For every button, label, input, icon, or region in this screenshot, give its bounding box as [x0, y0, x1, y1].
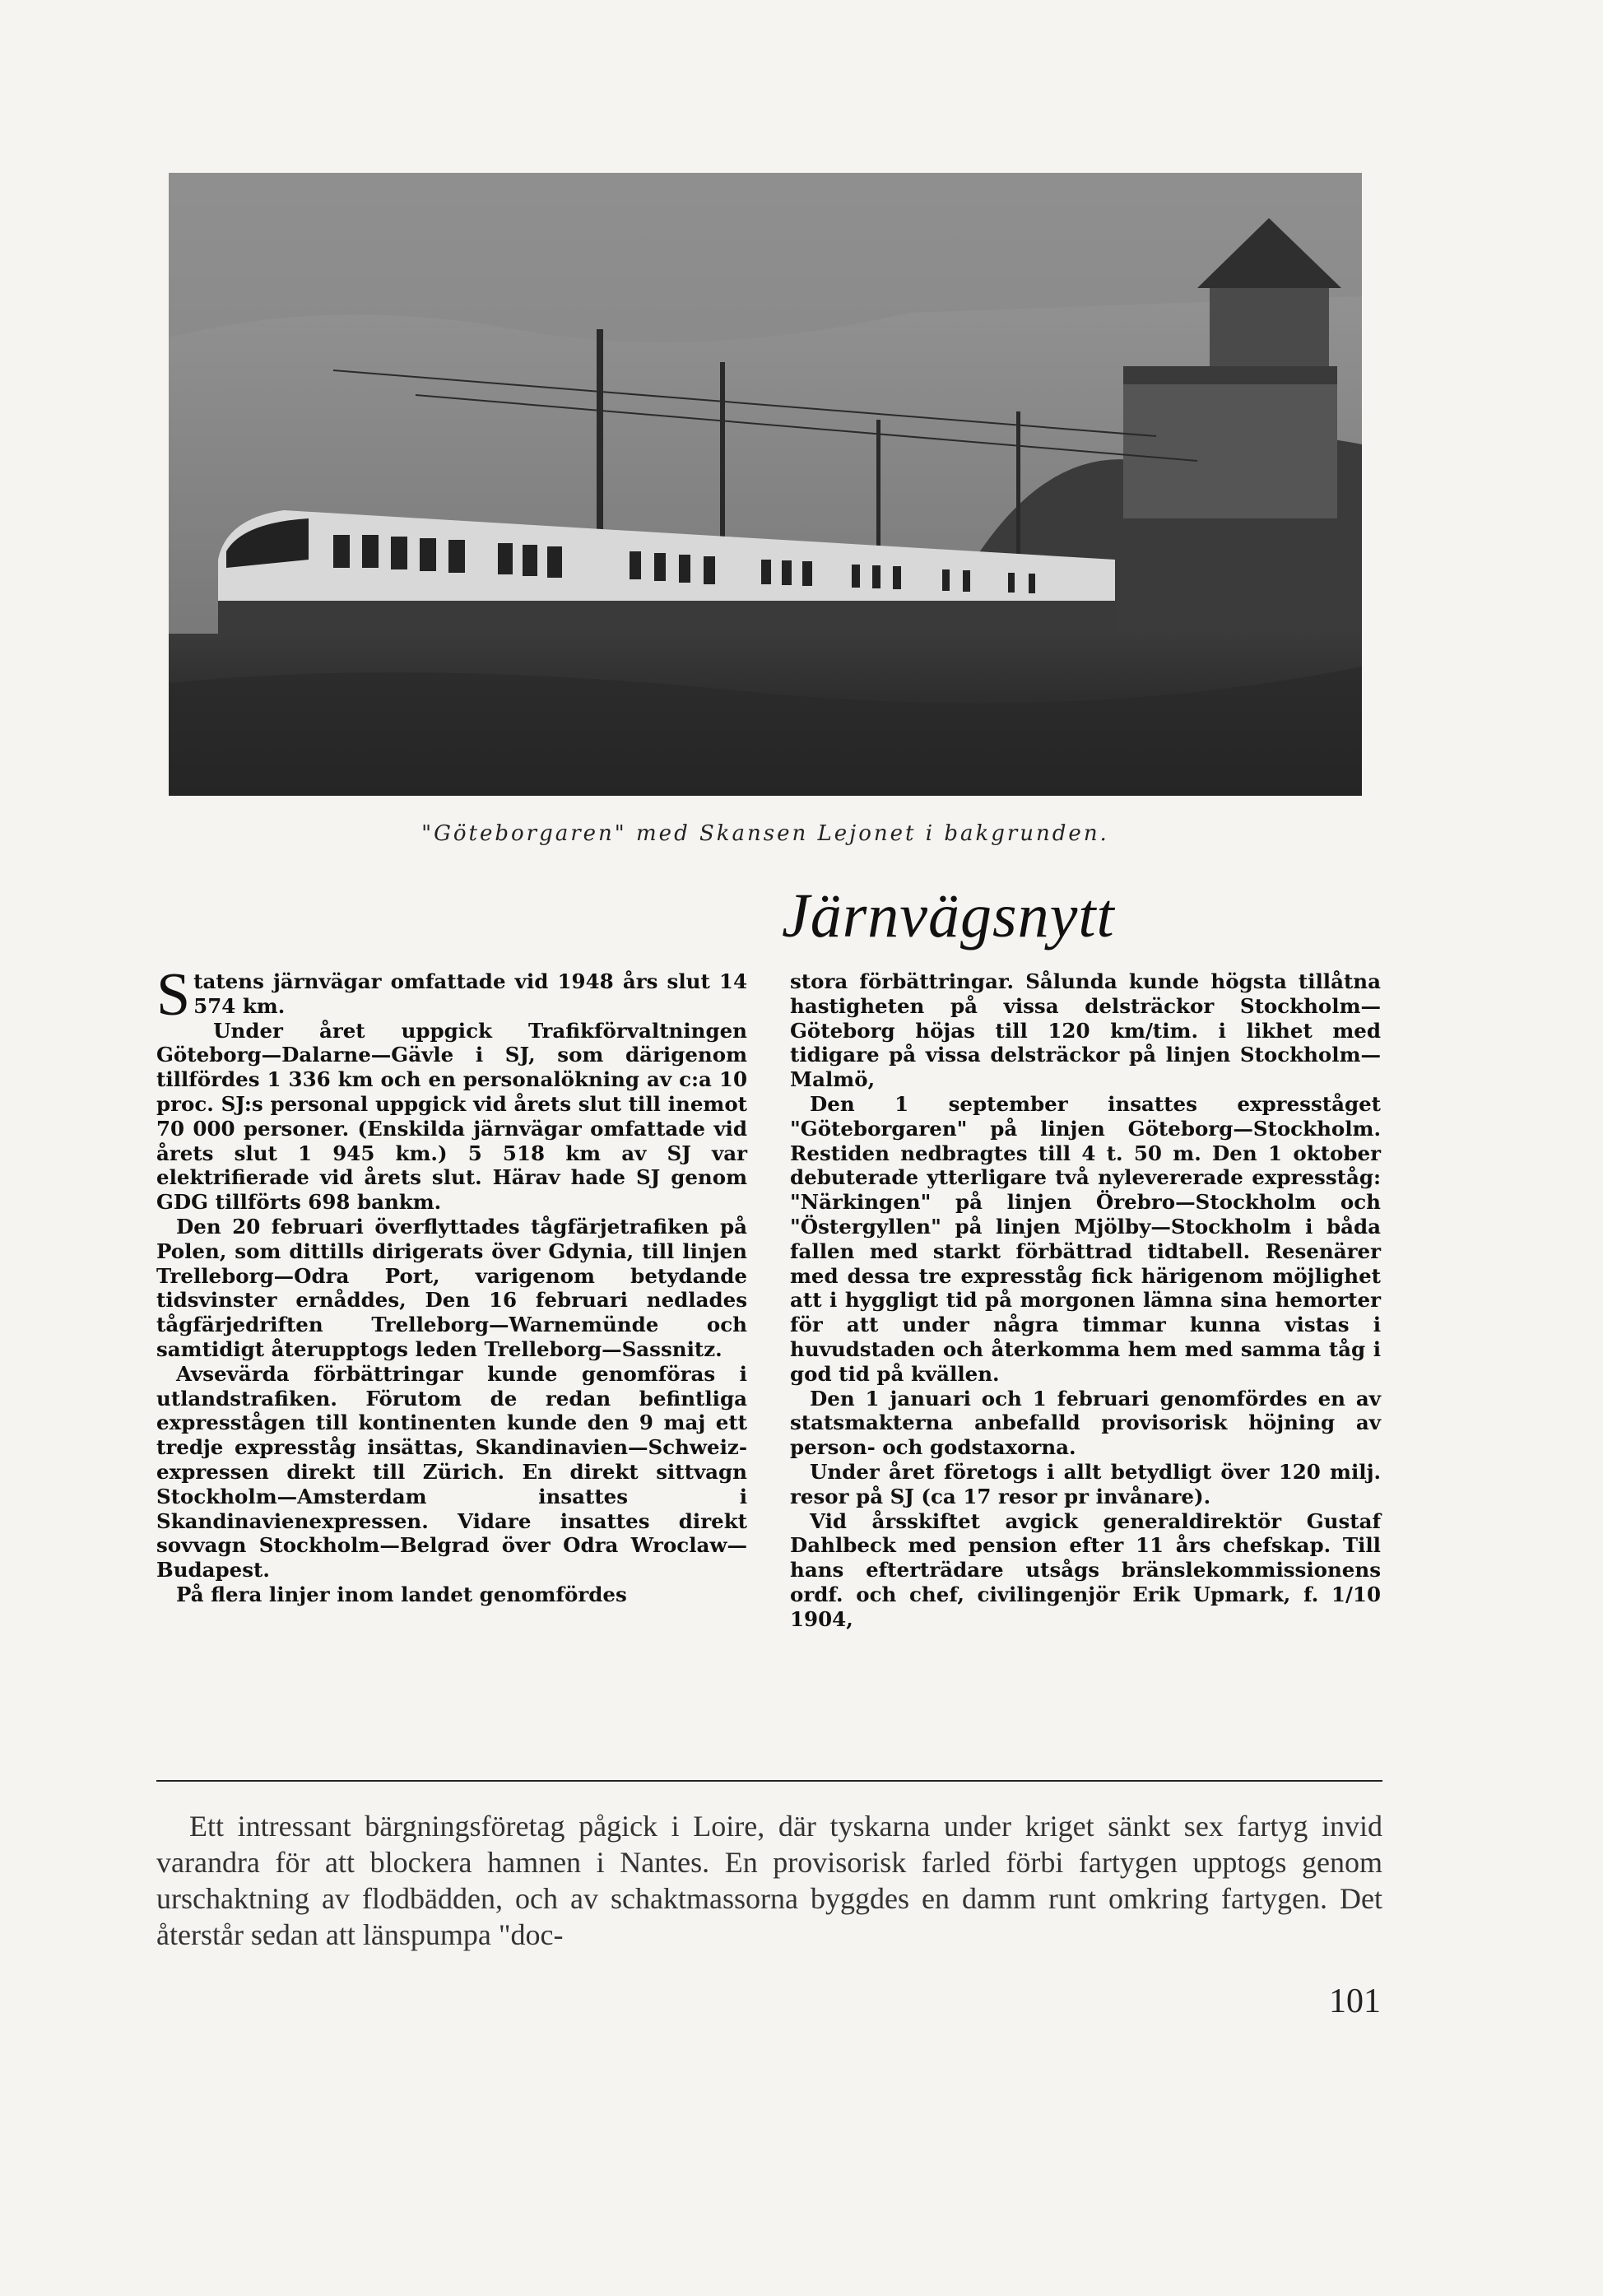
page-number: 101 — [1329, 1982, 1381, 2020]
paragraph: Den 20 februari överflyttades tågfärjetrafiken på Polen, som dittills dirigerats över Gdynia, till linjen Trelleborg—Odra Port, varigenom betydande tidsvinster ernåddes, Den 16 februari nedlades tågfärjedriften Trelleborg—Warnemünde och samtidigt återupptogs leden Trelleborg—Sassnitz. — [156, 1214, 747, 1361]
section-divider — [156, 1780, 1382, 1782]
footer-article-text: Ett intressant bärgningsföretag pågick i Loire, där tyskarna under kriget sänkt sex fartyg invid varandra för att blockera hamnen i Nantes. En provisorisk farled förbi fartygen upptogs genom urschaktning av flodbädden, och av schaktmassorna byggdes en damm runt omkring fartygen. Det återstår sedan att länspumpa "doc- — [156, 1810, 1382, 1951]
paragraph: Den 1 september insattes expresståget "Göteborgaren" på linjen Göteborg—Stockholm. Restiden nedbragtes till 4 t. 50 m. Den 1 oktober debuterade ytterligare två nylevererade expresståg: "Närkingen" på linjen Örebro—Stockholm och "Östergyllen" på linjen Mjölby—Stockholm i båda fallen med starkt förbättrad tidtabell. Resenärer med dessa tre expresståg fick härigenom möjlighet att i hyggligt tid på morgonen lämna sina hemorter för att under några timmar kunna vistas i huvudstaden och återkomma hem med samma tåg i god tid på kvällen. — [790, 1091, 1381, 1386]
photo-caption: "Göteborgaren" med Skansen Lejonet i bakgrunden. — [421, 821, 1109, 846]
train-photo — [169, 173, 1362, 796]
paragraph: Vid årsskiftet avgick generaldirektör Gustaf Dahlbeck med pension efter 11 års chefskap. Till hans efterträdare utsågs bränslekommissionens ordf. och chef, civilingenjör Erik Upmark, f. 1/10 1904, — [790, 1508, 1381, 1631]
paragraph: Den 1 januari och 1 februari genomfördes en av statsmakterna anbefalld provisorisk höjning av person- och godstaxorna. — [790, 1386, 1381, 1460]
drop-cap: S — [156, 961, 191, 1029]
train-photo-illustration — [169, 173, 1362, 796]
left-column — [156, 961, 747, 1607]
right-column — [790, 969, 1381, 1632]
paragraph: Statens järnvägar omfattade vid 1948 års slut 14 574 km. — [156, 961, 747, 1029]
paragraph: Under året uppgick Trafikförvaltningen Göteborg—Dalarne—Gävle i SJ, som därigenom tillfördes 1 336 km och en personalökning av c:a 10 proc. SJ:s personal uppgick vid årets slut till inemot 70 000 personer. (Enskilda järnvägar omfattade vid årets slut 1 945 km.) 5 518 km av SJ var elektrifierade vid årets slut. Härav hade SJ genom GDG tillförts 698 bankm. — [156, 1018, 747, 1215]
paragraph: På flera linjer inom landet genomfördes — [176, 1582, 627, 1606]
article-title: Järnvägsnytt — [782, 881, 1115, 950]
paragraph: stora förbättringar. Sålunda kunde högsta tillåtna hastigheten på vissa delsträckor Stockholm—Göteborg höjas till 120 km/tim. i likhet med tidigare på vissa delsträckor på linjen Stockholm—Malmö, — [790, 969, 1381, 1092]
paragraph: Avsevärda förbättringar kunde genomföras i utlandstrafiken. Förutom de redan befintliga expresstågen till kontinenten kunde den 9 maj ett tredje expresståg insättas, Skandinavien—Schweiz-expressen direkt till Zürich. En direkt sittvagn Stockholm—Amsterdam insattes i Skandinavienexpressen. Vidare insattes direkt sovvagn Stockholm—Belgrad över Odra Wroclaw—Budapest. — [156, 1361, 747, 1583]
paragraph: Under året företogs i allt betydligt över 120 milj. resor på SJ (ca 17 resor pr invånare). — [790, 1459, 1381, 1508]
